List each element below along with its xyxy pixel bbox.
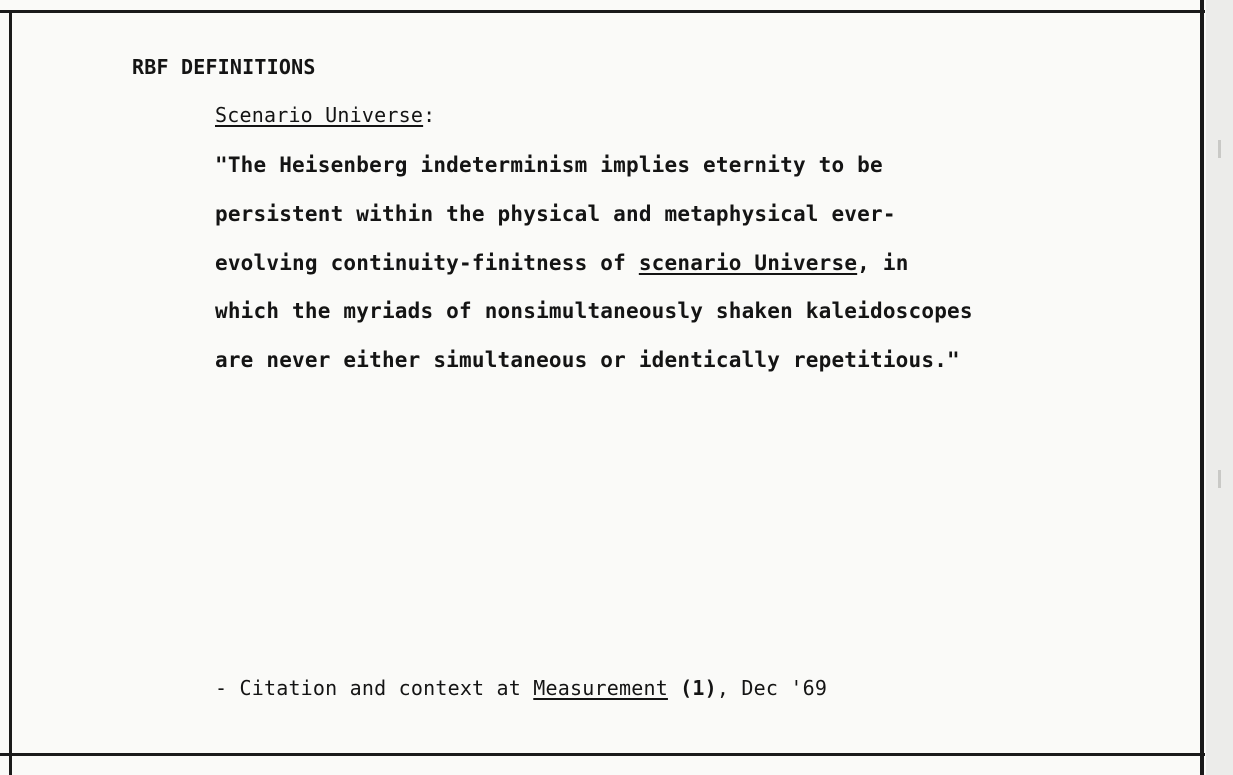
card-edge-strip	[1206, 0, 1233, 775]
card-right-border	[1200, 0, 1204, 775]
term-title-text: Scenario Universe	[215, 103, 424, 127]
quote-line-3	[215, 251, 909, 275]
card-left-border	[9, 10, 12, 775]
card-heading: RBF DEFINITIONS	[132, 55, 316, 79]
citation-line	[215, 676, 827, 700]
citation-prefix: - Citation and context at	[215, 676, 534, 700]
quote-line-3-start: evolving continuity-finitness of	[215, 251, 639, 275]
term-title	[215, 103, 435, 127]
quote-line-3-end: , in	[857, 251, 909, 275]
card-top-border	[0, 10, 1205, 13]
edge-mark	[1218, 140, 1221, 158]
citation-date: , Dec '69	[716, 676, 828, 700]
measurement-link[interactable]: Measurement	[533, 676, 668, 700]
quote-line-1: "The Heisenberg indeterminism implies eternity to be	[215, 153, 883, 177]
edge-mark	[1218, 470, 1221, 488]
card-bottom-border	[0, 753, 1205, 756]
quote-line-5: are never either simultaneous or identically repetitious."	[215, 348, 960, 372]
term-title-colon: :	[423, 103, 436, 127]
quote-line-2: persistent within the physical and metaphysical ever-	[215, 202, 896, 226]
quote-line-4: which the myriads of nonsimultaneously shaken kaleidoscopes	[215, 299, 973, 323]
citation-number: (1)	[667, 676, 717, 700]
scenario-universe-link[interactable]: scenario Universe	[638, 251, 858, 275]
